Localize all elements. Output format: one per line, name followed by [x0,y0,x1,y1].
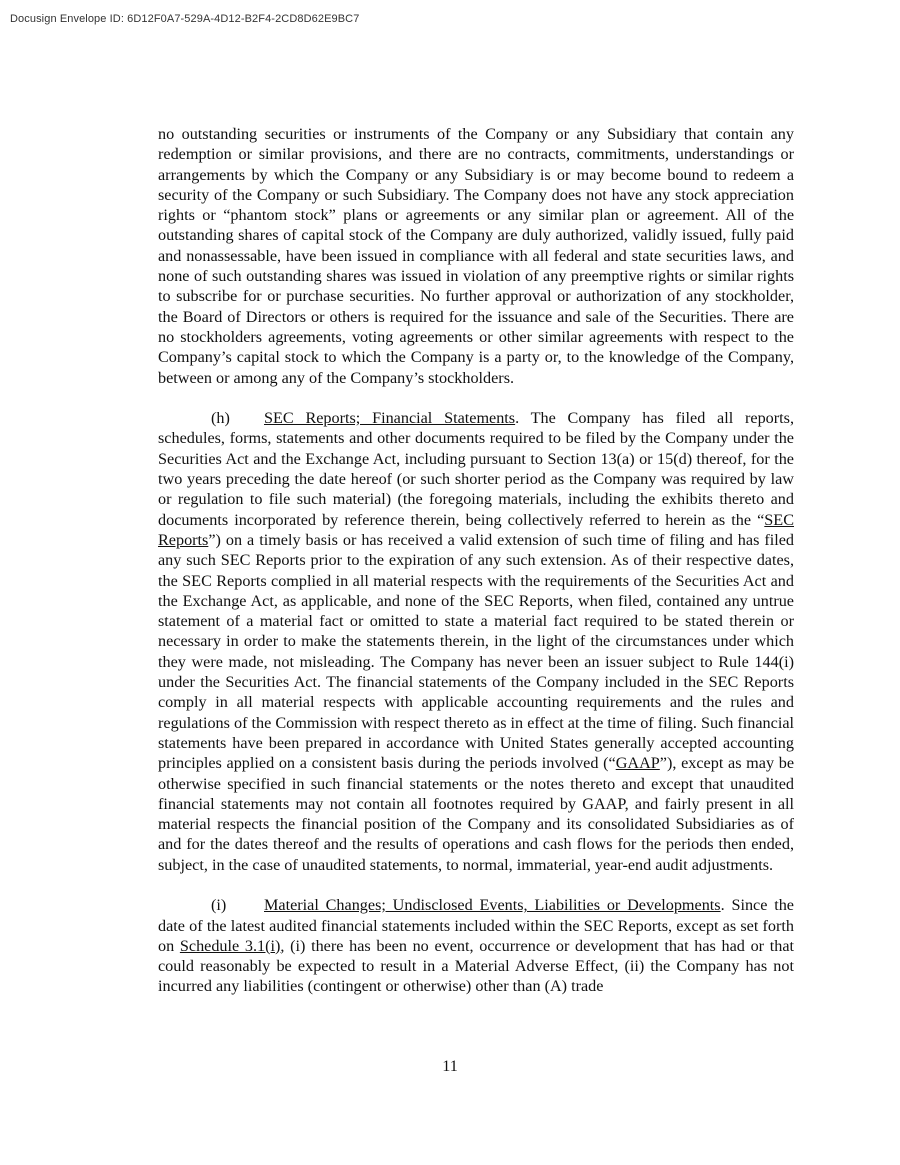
paragraph-text: , (i) there has been no event, occurrence or development that has had or that could reasonably be expected to result in a Material Adverse Effect, (ii) the Company has not incurred any liabilities (contingent or otherwise) other than (A) trade [158,936,795,996]
envelope-id: Docusign Envelope ID: 6D12F0A7-529A-4D12-B2F4-2CD8D62E9BC7 [10,13,360,25]
section-label: (h) [211,409,230,428]
section-label: (i) [211,896,227,915]
section-heading: SEC Reports; Financial Statements [264,409,516,428]
paragraph-text: ”), except as may be otherwise specified in such financial statements or the notes thereto and except that unaudited financial statements may not contain all footnotes required by GAAP, and fairly present in all material respects the financial position of the Company and its consolidated Subsidiaries as of and for the dates thereof and the results of operations and cash flows for the periods then ended, subject, in the case of unaudited statements, to normal, immaterial, year-end audit adjustments. [158,754,794,874]
paragraph-text: no outstanding securities or instruments of the Company or any Subsidiary that contain any redemption or similar provisions, and there are no contracts, commitments, understandings or arrangements by which the Company or any Subsidiary is or may become bound to redeem a security of the Company or such Subsidiary. The Company does not have any stock appreciation rights or “phantom stock” plans or agreements or any similar plan or agreement. All of the outstanding shares of capital stock of the Company are duly authorized, validly issued, fully paid and nonassessable, have been issued in compliance with all federal and state securities laws, and none of such outstanding shares was issued in violation of any preemptive rights or similar rights to subscribe for or purchase securities. No further approval or authorization of any stockholder, the Board of Directors or others is required for the issuance and sale of the Securities. There are no stockholders agreements, voting agreements or other similar agreements with respect to the Company’s capital stock to which the Company is a party or, to the knowledge of the Company, between or among any of the Company’s stockholders. [158,125,794,387]
paragraph-capitalization [158,124,794,388]
section-i-material-changes [158,895,794,996]
section-heading: Material Changes; Undisclosed Events, Liabilities or Developments [264,896,721,915]
page-number: 11 [442,1057,458,1075]
defined-term: SEC Reports [158,510,794,549]
section-h-sec-reports [158,408,794,875]
paragraph-text: ”) on a timely basis or has received a valid extension of such time of filing and has filed any such SEC Reports prior to the expiration of any such extension. As of their respective dates, the SEC Reports complied in all material respects with the requirements of the Securities Act and the Exchange Act, as applicable, and none of the SEC Reports, when filed, contained any untrue statement of a material fact or omitted to state a material fact required to be stated therein or necessary in order to make the statements therein, in the light of the circumstances under which they were made, not misleading. The Company has never been an issuer subject to Rule 144(i) under the Securities Act. The financial statements of the Company included in the SEC Reports comply in all material respects with applicable accounting requirements and the rules and regulations of the Commission with respect thereto as in effect at the time of filing. Such financial statements have been prepared in accordance with United States generally accepted accounting principles applied on a consistent basis during the periods involved (“ [158,530,794,773]
paragraph-text: . Since the date of the latest audited financial statements included within the SEC Reports, except as set forth on [158,896,794,955]
schedule-reference: Schedule 3.1(i) [179,936,281,955]
document-body [158,124,794,997]
paragraph-text: . The Company has filed all reports, schedules, forms, statements and other documents required to be filed by the Company under the Securities Act and the Exchange Act, including pursuant to Section 13(a) or 15(d) thereof, for the two years preceding the date hereof (or such shorter period as the Company was required by law or regulation to file such material) (the foregoing materials, including the exhibits thereto and documents incorporated by reference therein, being collectively referred to herein as the “ [158,409,794,529]
defined-term: GAAP [615,754,660,773]
